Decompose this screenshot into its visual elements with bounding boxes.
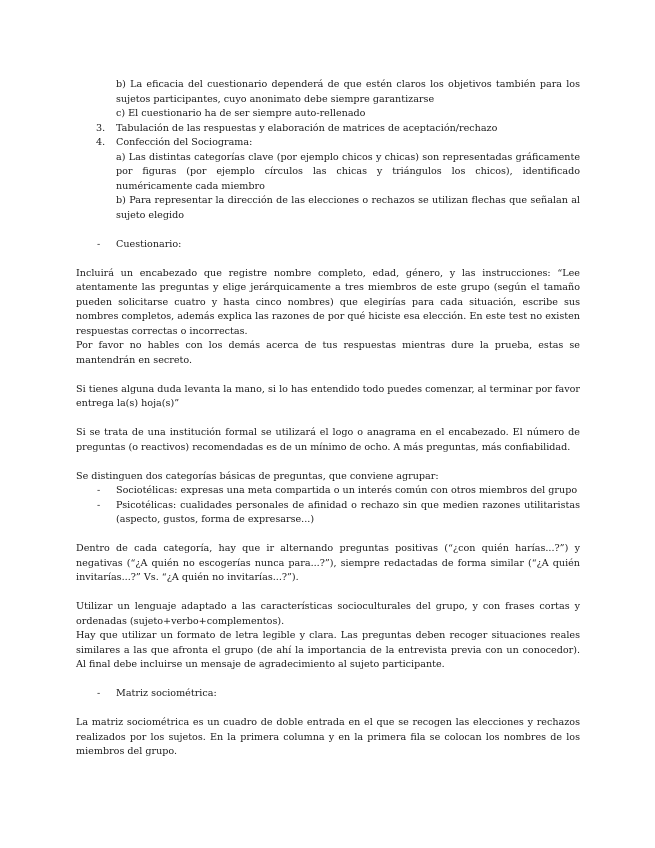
step-3-text: Tabulación de las respuestas y elaboración de matrices de aceptación/rechazo [116, 122, 498, 134]
category-psicotelicas: Psicotélicas: cualidades personales de afinidad o rechazo sin que medien razones utilitaristas (aspecto, gustos, forma de expresarse...) [116, 499, 580, 525]
step-4-item-b: b) Para representar la dirección de las elecciones o rechazos se utilizan flechas que señalan al sujeto elegido [116, 195, 580, 221]
bullet-dash: - [97, 238, 101, 250]
step-4-text: Confección del Sociograma: [116, 137, 253, 148]
step-3-number: 3. [96, 122, 106, 134]
step-4 [76, 136, 580, 151]
matriz-heading-row [76, 687, 580, 702]
paragraph-encabezado: Incluirá un encabezado que registre nombre completo, edad, género, y las instrucciones: “Lee atentamente las preguntas y elige jerárquicamente a tres miembros de este grupo (según el tamaño pueden solicitarse cuatro y hasta cinco nombres) que elegirías para cada situación, escribe sus nombres completos, además explica las razones de por qué hiciste esa elección. En este test no existen respuestas correctas o incorrectas. [76, 267, 580, 337]
category-item [76, 484, 580, 499]
paragraph-lenguaje: Utilizar un lenguaje adaptado a las características socioculturales del grupo, y con frases cortas y ordenadas (sujeto+verbo+complementos). [76, 601, 580, 627]
cuestionario-heading: Cuestionario: [116, 238, 182, 250]
paragraph-duda: Si tienes alguna duda levanta la mano, si lo has entendido todo puedes comenzar, al terminar por favor entrega la(s) hoja(s)” [76, 383, 580, 409]
list-item-c: c) El cuestionario ha de ser siempre auto-rellenado [116, 108, 366, 119]
paragraph-alternando: Dentro de cada categoría, hay que ir alternando preguntas positivas (“¿con quién harías...?”) y negativas (“¿A quién no escogerías nunca para...?”), siempre redactadas de forma similar (“¿A quién invitarías...?” Vs. “¿A quién no invitarías...?”). [76, 543, 580, 583]
list-item-b: b) La eficacia del cuestionario dependerá de que estén claros los objetivos también para los sujetos participantes, cuyo anonimato debe siempre garantizarse [116, 79, 580, 105]
paragraph-formato: Hay que utilizar un formato de letra legible y clara. Las preguntas deben recoger situaciones reales similares a las que afronta el grupo (de ahí la importancia de la entrevista previa con un conocedor). Al final debe incluirse un mensaje de agradecimiento al sujeto participante. [76, 630, 580, 670]
paragraph-categorias: Se distinguen dos categorías básicas de preguntas, que conviene agrupar: [76, 470, 439, 482]
category-sociotelicas: Sociotélicas: expresas una meta compartida o un interés común con otros miembros del grupo [116, 485, 578, 496]
cuestionario-heading-row [76, 238, 580, 253]
category-item [76, 499, 580, 528]
step-4-item-a: a) Las distintas categorías clave (por ejemplo chicos y chicas) son representadas gráficamente por figuras (por ejemplo círculos las chicas y triángulos los chicos), identificado numéricamente cada miembro [116, 151, 580, 192]
paragraph-institucion: Si se trata de una institución formal se utilizará el logo o anagrama en el encabezado. El número de preguntas (o reactivos) recomendadas es de un mínimo de ocho. A más preguntas, más confiabilidad. [76, 427, 580, 453]
matriz-heading: Matriz sociométrica: [116, 688, 217, 699]
bullet-dash: - [97, 485, 101, 496]
bullet-dash: - [97, 499, 101, 511]
paragraph-matriz: La matriz sociométrica es un cuadro de doble entrada en el que se recogen las elecciones y rechazos realizados por los sujetos. En la primera columna y en la primera fila se colocan los nombres de los miembros del grupo. [76, 717, 580, 757]
bullet-dash: - [97, 688, 101, 699]
step-4-number: 4. [96, 137, 106, 148]
step-3 [76, 122, 580, 137]
paragraph-no-hables: Por favor no hables con los demás acerca de tus respuestas mientras dure la prueba, estas se mantendrán en secreto. [76, 340, 580, 366]
